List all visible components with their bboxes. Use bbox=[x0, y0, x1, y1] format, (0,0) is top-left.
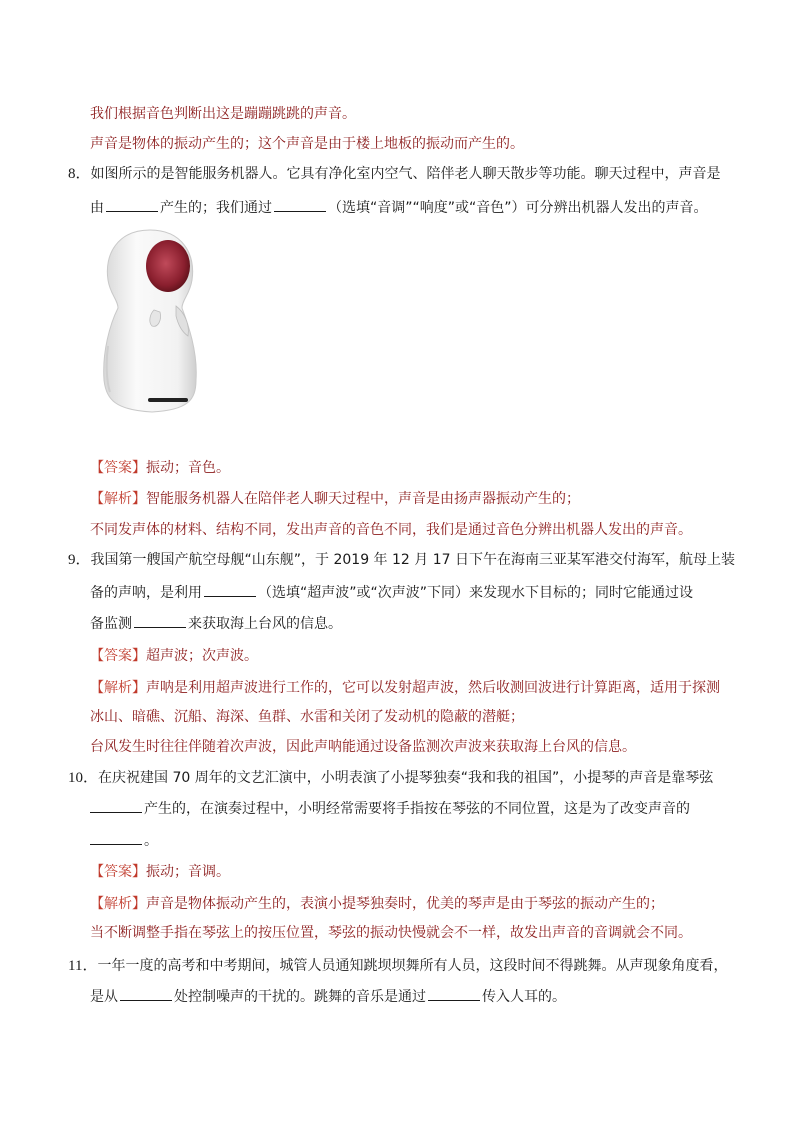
question-10-line-1: 10．在庆祝建国 70 周年的文艺汇演中，小明表演了小提琴独奏“我和我的祖国”，小提琴的声音是靠琴弦 bbox=[68, 770, 714, 786]
robot-image bbox=[96, 228, 208, 414]
question-8-line-2: 由 产生的；我们通过 （选填“音调”“响度”或“音色”）可分辨出机器人发出的声音。 bbox=[90, 197, 708, 219]
question-11-number: 11． bbox=[68, 958, 98, 974]
question-8-line-1: 8．如图所示的是智能服务机器人。它具有净化室内空气、陪伴老人聊天散步等功能。聊天过程中，声音是 bbox=[68, 166, 721, 182]
answer-blank[interactable] bbox=[106, 197, 158, 212]
question-9-analysis-line-1: 【解析】声呐是利用超声波进行工作的，它可以发射超声波，然后收测回波进行计算距离，适用于探测 bbox=[90, 680, 720, 696]
answer-blank[interactable] bbox=[90, 798, 142, 813]
question-9-line-1: 9．我国第一艘国产航空母舰“山东舰”，于 2019 年 12 月 17 日下午在海南三亚某军港交付海军，航母上装 bbox=[68, 552, 735, 568]
question-10-analysis-line-2: 当不断调整手指在琴弦上的按压位置，琴弦的振动快慢就会不一样，故发出声音的音调就会不同。 bbox=[90, 925, 692, 941]
question-8-analysis-line-2: 不同发声体的材料、结构不同，发出声音的音色不同，我们是通过音色分辨出机器人发出的声音。 bbox=[90, 522, 692, 538]
question-10-analysis-line-1: 【解析】声音是物体振动产生的，表演小提琴独奏时，优美的琴声是由于琴弦的振动产生的； bbox=[90, 896, 664, 912]
answer-blank[interactable] bbox=[120, 986, 172, 1001]
answer-blank[interactable] bbox=[274, 197, 326, 212]
answer-blank[interactable] bbox=[134, 613, 186, 628]
question-10-line-2: 产生的，在演奏过程中，小明经常需要将手指按在琴弦的不同位置，这是为了改变声音的 bbox=[90, 798, 690, 820]
question-9-answer: 【答案】超声波；次声波。 bbox=[90, 648, 258, 664]
answer-blank[interactable] bbox=[204, 582, 256, 597]
question-11-line-1: 11．一年一度的高考和中考期间，城管人员通知跳坝坝舞所有人员，这段时间不得跳舞。从声现象角度看， bbox=[68, 958, 728, 974]
question-10-number: 10． bbox=[68, 770, 99, 786]
question-11-line-2: 是从 处控制噪声的干扰的。跳舞的音乐是通过 传入人耳的。 bbox=[90, 986, 566, 1008]
answer-blank[interactable] bbox=[90, 830, 142, 845]
question-8-number: 8． bbox=[68, 166, 91, 182]
question-9-line-3: 备监测 来获取海上台风的信息。 bbox=[90, 613, 342, 635]
question-8-answer: 【答案】振动；音色。 bbox=[90, 460, 230, 476]
question-9-line-2: 备的声呐，是利用 （选填“超声波”或“次声波”下同）来发现水下目标的；同时它能通过设 bbox=[90, 582, 693, 604]
answer-blank[interactable] bbox=[428, 986, 480, 1001]
question-10-answer: 【答案】振动；音调。 bbox=[90, 864, 230, 880]
question-9-analysis-line-2: 冰山、暗礁、沉船、海深、鱼群、水雷和关闭了发动机的隐蔽的潜艇； bbox=[90, 709, 524, 725]
question-10-line-3: 。 bbox=[90, 830, 158, 852]
question-9-number: 9． bbox=[68, 552, 91, 568]
question-9-analysis-line-3: 台风发生时往往伴随着次声波，因此声呐能通过设备监测次声波来获取海上台风的信息。 bbox=[90, 739, 636, 755]
prev-explanation-line-2: 声音是物体的振动产生的；这个声音是由于楼上地板的振动而产生的。 bbox=[90, 136, 524, 152]
question-8-analysis-line-1: 【解析】智能服务机器人在陪伴老人聊天过程中，声音是由扬声器振动产生的； bbox=[90, 491, 580, 507]
prev-explanation-line-1: 我们根据音色判断出这是蹦蹦跳跳的声音。 bbox=[90, 106, 356, 122]
